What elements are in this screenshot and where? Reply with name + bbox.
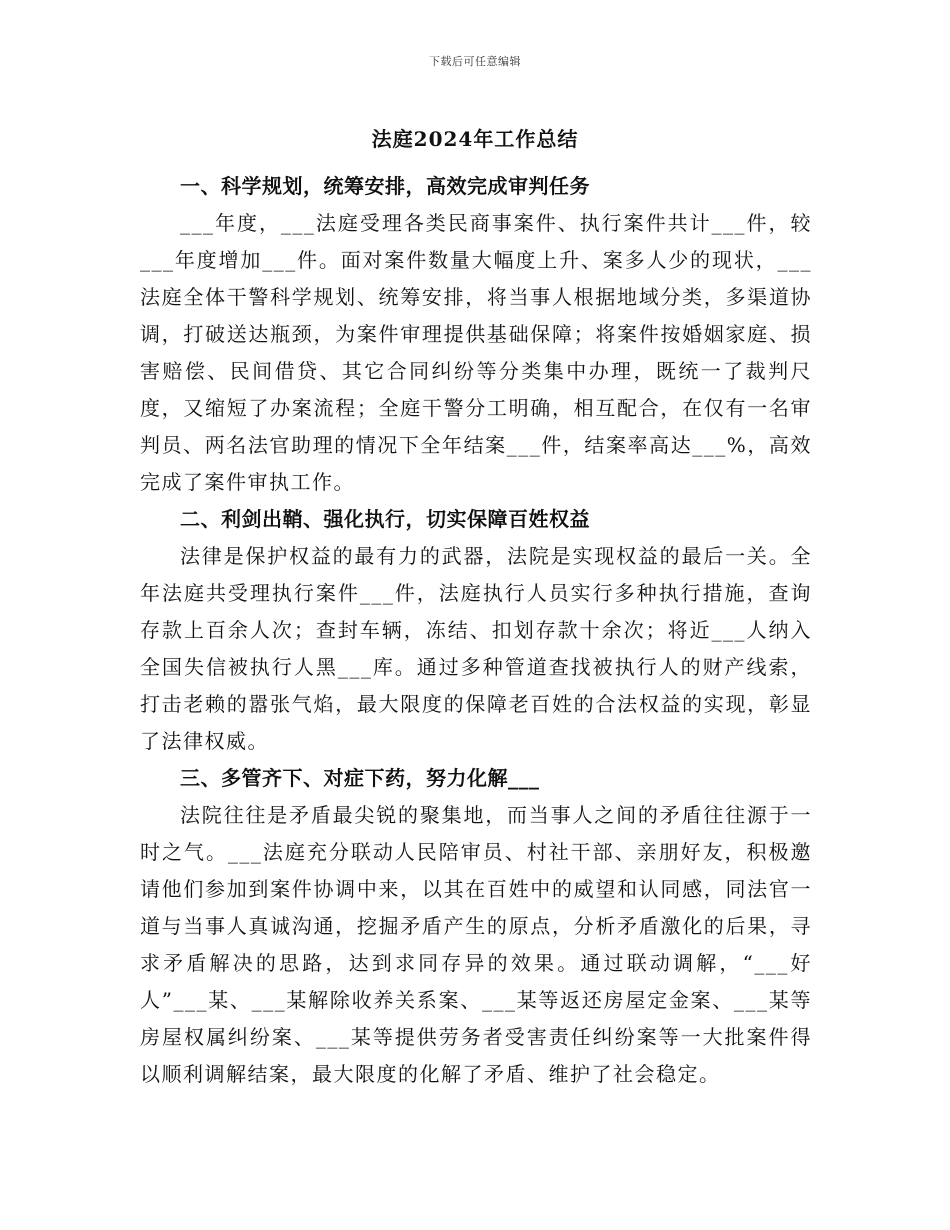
section-heading-1: 一、科学规划，统筹安排，高效完成审判任务 (180, 174, 590, 198)
header-note: 下载后可任意编辑 (429, 55, 521, 68)
section-paragraph-1: ___年度，___法庭受理各类民商事案件、执行案件共计___件，较___年度增加___件。面对案件数量大幅度上升、案多人少的现状，___法庭全体干警科学规划、统筹安排，将当事人根据地域分类，多渠道协调，打破送达瓶颈，为案件审理提供基础保障；将案件按婚姻家庭、损害赔偿、民间借贷、其它合同纠纷等分类集中办理，既统一了裁判尺度，又缩短了办案流程；全庭干警分工明确，相互配合，在仅有一名审判员、两名法官助理的情况下全年结案___件，结案率高达___%，高效完成了案件审执工作。 (140, 211, 812, 494)
section-paragraph-2: 法律是保护权益的最有力的武器，法院是实现权益的最后一关。全年法庭共受理执行案件___件，法庭执行人员实行多种执行措施，查询存款上百余人次；查封车辆，冻结、扣划存款十余次；将近___人纳入全国失信被执行人黑___库。通过多种管道查找被执行人的财产线索，打击老赖的嚣张气焰，最大限度的保障老百姓的合法权益的实现，彰显了法律权威。 (140, 544, 812, 753)
section-paragraph-3: 法院往往是矛盾最尖锐的聚集地，而当事人之间的矛盾往往源于一时之气。___法庭充分联动人民陪审员、村社干部、亲朋好友，积极邀请他们参加到案件协调中来，以其在百姓中的威望和认同感，同法官一道与当事人真诚沟通，挖掘矛盾产生的原点，分析矛盾激化的后果，寻求矛盾解决的思路，达到求同存异的效果。通过联动调解，“___好人”___某、___某解除收养关系案、___某等返还房屋定金案、___某等房屋权属纠纷案、___某等提供劳务者受害责任纠纷案等一大批案件得以顺利调解结案，最大限度的化解了矛盾、维护了社会稳定。 (140, 803, 812, 1086)
document-body (140, 168, 812, 1093)
section-heading-3: 三、多管齐下、对症下药，努力化解___ (180, 766, 540, 790)
section-heading-2: 二、利剑出鞘、强化执行，切实保障百姓权益 (180, 507, 590, 531)
document-title: 法庭2024年工作总结 (371, 127, 579, 151)
